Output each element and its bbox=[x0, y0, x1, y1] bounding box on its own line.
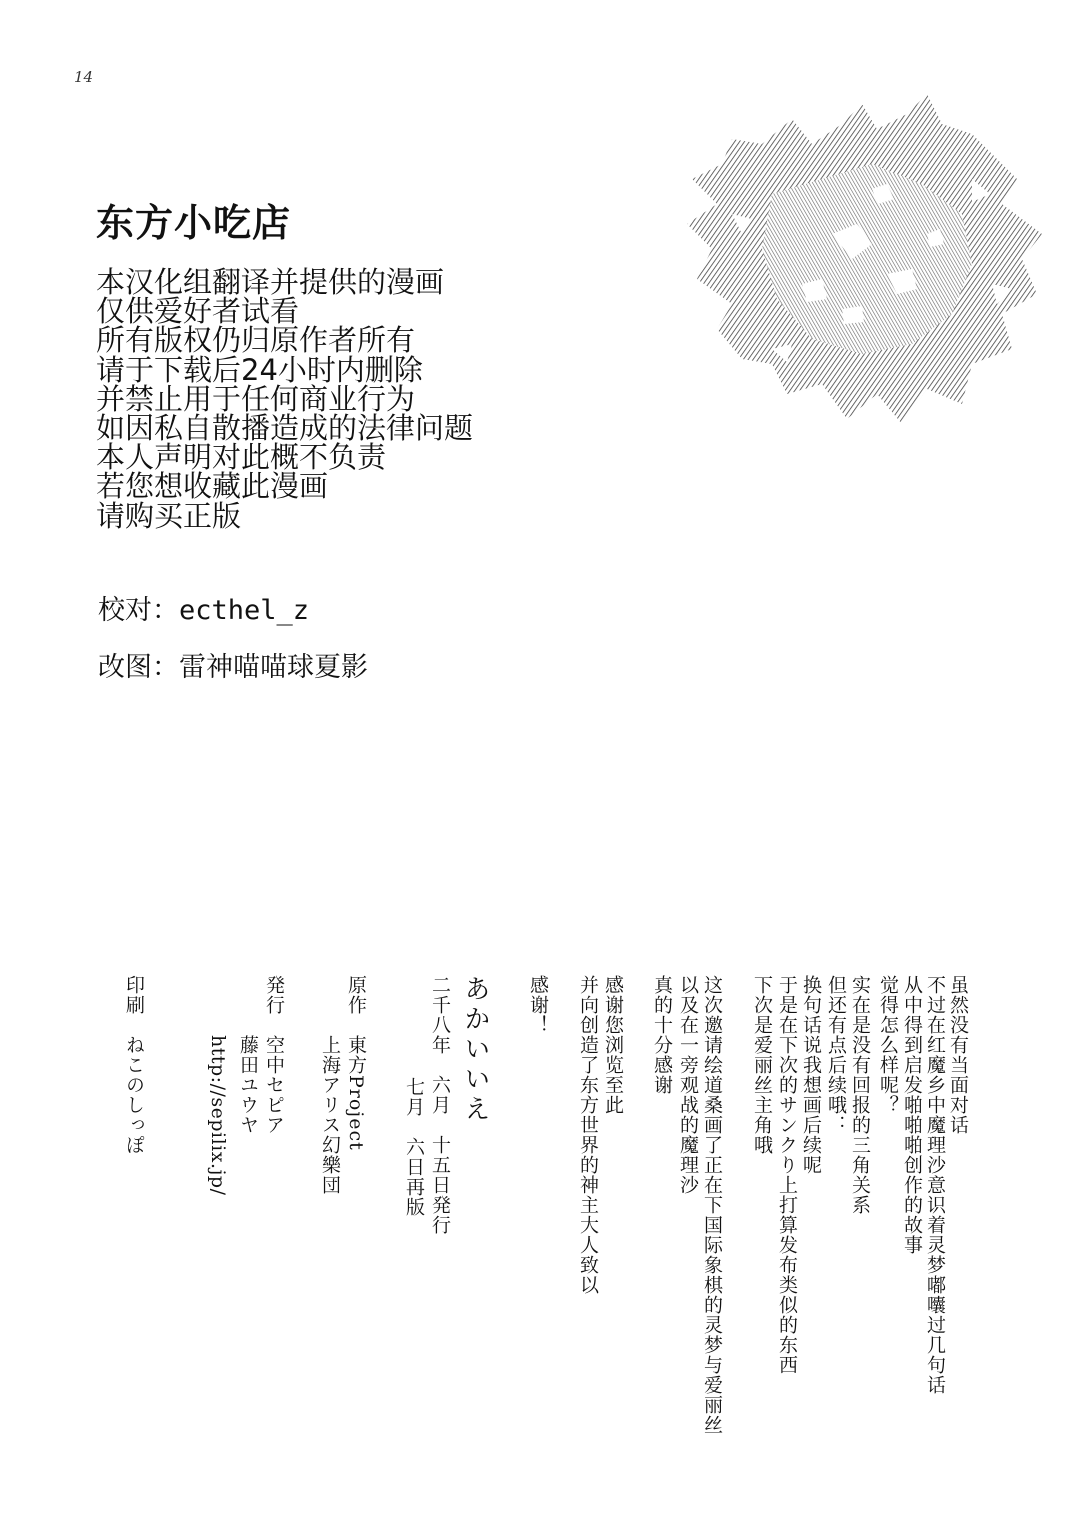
credit-edit bbox=[98, 645, 368, 684]
afterword-line: 感谢您浏览至此 bbox=[602, 975, 624, 1115]
notice-line: 请于下载后24小时内删除 bbox=[96, 352, 423, 387]
colophon-title: あかいいえ bbox=[460, 975, 490, 1125]
afterword-line: 下次是爱丽丝主角哦 bbox=[751, 975, 773, 1155]
publisher-value: 空中セピア bbox=[263, 1035, 285, 1135]
afterword-line: 但还有点后续哦： bbox=[825, 975, 847, 1135]
edit-value: 雷神喵喵球夏影 bbox=[179, 652, 368, 683]
proofread-value: ecthel_z bbox=[179, 595, 310, 626]
publisher-url: http://sepilix.jp/ bbox=[207, 1035, 229, 1196]
printer-label: 印刷 bbox=[123, 975, 145, 1015]
colophon-date: 二千八年 六月 十五日発行 bbox=[429, 975, 451, 1235]
afterword-line: 于是在下次的サンクり上打算发布类似的东西 bbox=[776, 975, 798, 1375]
original-label: 原作 bbox=[345, 975, 367, 1015]
notice-block bbox=[96, 265, 474, 533]
credit-proofread bbox=[98, 588, 309, 627]
afterword-line: 虽然没有当面对话 bbox=[947, 975, 969, 1135]
afterword-line: 这次邀请绘道桑画了正在下国际象棋的灵梦与爱丽丝 bbox=[701, 975, 723, 1435]
notice-line: 仅供爱好者试看 bbox=[96, 294, 300, 329]
original-value: 上海アリス幻樂団 bbox=[319, 1035, 341, 1195]
afterword-line: 感谢！ bbox=[527, 975, 549, 1035]
proofread-label: 校对： bbox=[98, 595, 179, 626]
page-number: 14 bbox=[74, 68, 94, 86]
original-value: 東方Project bbox=[345, 1035, 367, 1151]
publisher-label: 発行 bbox=[263, 975, 285, 1015]
lace-decoration-image bbox=[672, 84, 1052, 434]
notice-line: 本人声明对此概不负责 bbox=[96, 440, 387, 475]
afterword-line: 实在是没有回报的三角关系 bbox=[849, 975, 871, 1215]
notice-line: 请购买正版 bbox=[96, 498, 242, 533]
notice-line: 若您想收藏此漫画 bbox=[96, 469, 329, 504]
afterword-line: 从中得到启发啪啪啪创作的故事 bbox=[901, 975, 923, 1255]
edit-label: 改图： bbox=[98, 652, 179, 683]
notice-line: 所有版权仍归原作者所有 bbox=[96, 323, 416, 358]
notice-line: 如因私自散播造成的法律问题 bbox=[96, 410, 474, 445]
group-name: 东方小吃店 bbox=[96, 201, 292, 245]
notice-line: 并禁止用于任何商业行为 bbox=[96, 381, 416, 416]
afterword-line: 换句话说我想画后续呢 bbox=[800, 975, 822, 1175]
afterword-line: 真的十分感谢 bbox=[651, 975, 673, 1095]
afterword-line: 觉得怎么样呢？ bbox=[877, 975, 899, 1115]
printer-value: ねこのしっぽ bbox=[123, 1035, 145, 1155]
colophon-date: 七月 六日再版 bbox=[403, 1077, 425, 1217]
publisher-value: 藤田ユウヤ bbox=[237, 1035, 259, 1135]
afterword-line: 以及在一旁观战的魔理沙 bbox=[677, 975, 699, 1195]
notice-line: 本汉化组翻译并提供的漫画 bbox=[96, 265, 445, 299]
afterword-line: 不过在红魔乡中魔理沙意识着灵梦嘟囔过几句话 bbox=[924, 975, 946, 1395]
vertical-text-area bbox=[0, 975, 1074, 1495]
afterword-line: 并向创造了东方世界的神主大人致以 bbox=[577, 975, 599, 1295]
